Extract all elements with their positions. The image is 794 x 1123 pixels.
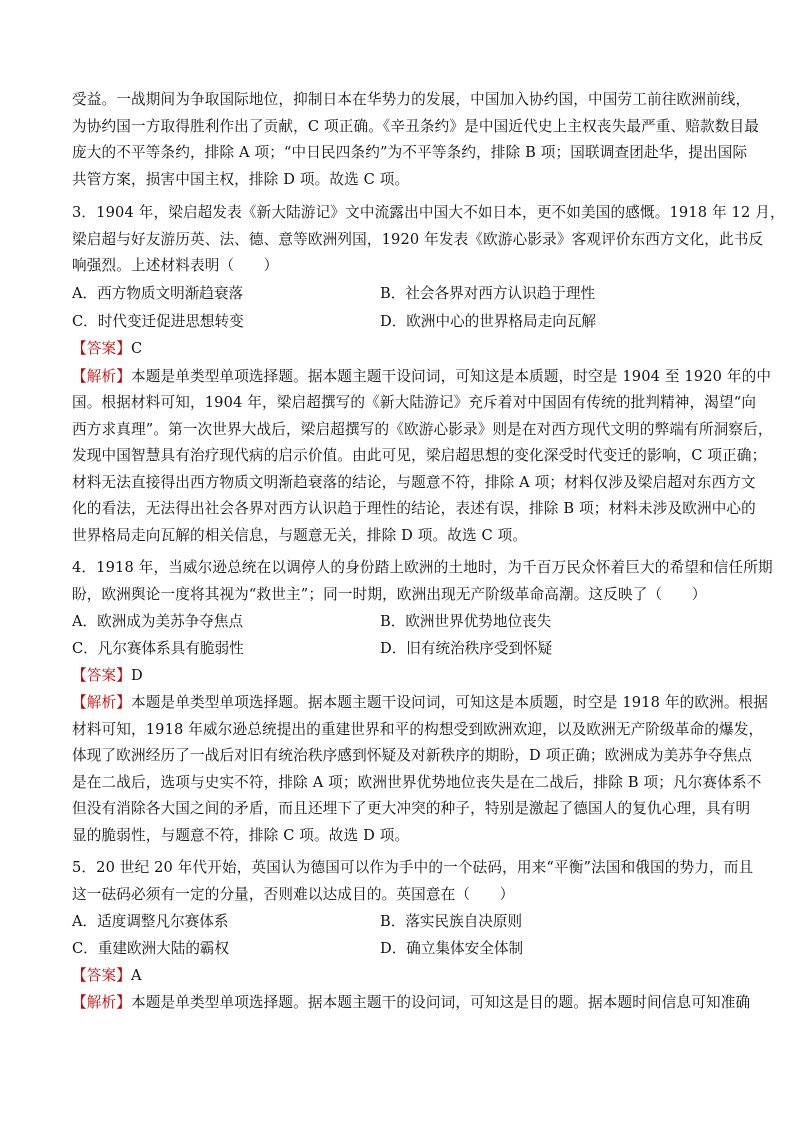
question-5-option-d: D．确立集体安全体制 bbox=[380, 940, 524, 957]
answer-value: D bbox=[130, 667, 143, 684]
question-3-option-b: B．社会各界对西方认识趋于理性 bbox=[380, 285, 596, 302]
question-3-option-d: D．欧洲中心的世界格局走向瓦解 bbox=[380, 313, 597, 330]
analysis-text: 本题是单类型单项选择题。据本题主题干设问词，可知这是本质题，时空是 1904 至 1920 年的中 bbox=[130, 367, 772, 385]
continuation-line: 受益。一战期间为争取国际地位，抑制日本在华势力的发展，中国加入协约国，中国劳工前往欧洲前线， bbox=[72, 91, 751, 108]
analysis-tag: 【解析】 bbox=[72, 694, 131, 711]
question-3-option-a: A．西方物质文明渐趋衰落 bbox=[72, 285, 244, 302]
continuation-line: 为协约国一方取得胜利作出了贡献，C 项正确。《辛丑条约》是中国近代史上主权丧失最严重、赔款数目最 bbox=[72, 117, 760, 135]
answer-value: C bbox=[130, 340, 143, 357]
question-4-stem: 盼，欧洲舆论一度将其视为“救世主”；同一时期，欧洲出现无产阶级革命高潮。这反映了（ ） bbox=[72, 585, 707, 603]
analysis-tag: 【解析】 bbox=[72, 367, 131, 385]
question-4-analysis: 材料可知，1918 年威尔逊总统提出的重建世界和平的构想受到欧洲欢迎，以及欧洲无产阶级革命的爆发， bbox=[72, 720, 764, 738]
question-4-option-b: B．欧洲世界优势地位丧失 bbox=[380, 613, 552, 630]
question-4-analysis: 体现了欧洲经历了一战后对旧有统治秩序感到怀疑及对新秩序的期盼，D 项正确；欧洲成为美苏争夺焦点 bbox=[72, 747, 753, 764]
question-3-analysis bbox=[72, 365, 772, 389]
analysis-text: 本题是单类型单项选择题。据本题主题干的设问词，可知这是目的题。据本题时间信息可知准确 bbox=[130, 994, 751, 1011]
analysis-text: 本题是单类型单项选择题。据本题主题干设问词，可知这是本质题，时空是 1918 年的欧洲。根据 bbox=[130, 694, 769, 711]
question-4-analysis: 是在二战后，选项与史实不符，排除 A 项；欧洲世界优势地位丧失是在二战后，排除 B 项；凡尔赛体系不 bbox=[72, 773, 762, 791]
question-4-analysis: 显的脆弱性，与题意不符，排除 C 项。故选 D 项。 bbox=[72, 826, 410, 844]
question-4-analysis bbox=[72, 691, 769, 715]
question-3-option-c: C．时代变迁促进思想转变 bbox=[72, 313, 244, 330]
answer-tag: 【答案】 bbox=[72, 967, 131, 984]
question-5-stem: 5．20 世纪 20 年代开始，英国认为德国可以作为手中的一个砝码，用来“平衡”法国和俄国的势力，而且 bbox=[72, 859, 754, 876]
answer-value: A bbox=[130, 967, 142, 984]
question-4-analysis: 但没有消除各大国之间的矛盾，而且还埋下了更大冲突的种子，特别是激起了德国人的复仇心理，具有明 bbox=[72, 800, 751, 817]
question-5-option-b: B．落实民族自决原则 bbox=[380, 913, 523, 930]
question-3-stem: 3．1904 年，梁启超发表《新大陆游记》文中流露出中国大不如日本，更不如美国的感慨。1918 年 12 月， bbox=[72, 204, 785, 221]
question-5-analysis bbox=[72, 991, 751, 1015]
question-4-option-a: A．欧洲成为美苏争夺焦点 bbox=[72, 613, 244, 630]
question-3-analysis: 西方求真理”。第一次世界大战后，梁启超撰写的《欧游心影录》则是在对西方现代文明的弊端有所洞察后， bbox=[72, 420, 773, 438]
question-3-analysis: 发现中国智慧具有治疗现代病的启示价值。由此可见，梁启超思想的变化深受时代变迁的影响，C 项正确； bbox=[72, 447, 767, 464]
question-3-answer bbox=[72, 337, 142, 361]
question-3-analysis: 世界格局走向瓦解的相关信息，与题意无关，排除 D 项。故选 C 项。 bbox=[72, 526, 528, 544]
question-4-option-c: C．凡尔赛体系具有脆弱性 bbox=[72, 640, 244, 657]
continuation-line: 共管方案，损害中国主权，排除 D 项。故选 C 项。 bbox=[72, 170, 410, 188]
continuation-line: 庞大的不平等条约，排除 A 项；“中日民四条约”为不平等条约，排除 B 项；国联调查团赴华，提出国际 bbox=[72, 144, 748, 161]
answer-tag: 【答案】 bbox=[72, 667, 131, 684]
question-5-answer bbox=[72, 964, 142, 988]
question-3-stem: 梁启超与好友游历英、法、德、意等欧洲列国，1920 年发表《欧游心影录》客观评价东西方文化，此书反 bbox=[72, 230, 764, 248]
question-3-analysis: 化的看法，无法得出社会各界对西方认识趋于理性的结论，表述有误，排除 B 项；材料未涉及欧洲中心的 bbox=[72, 500, 756, 517]
question-5-option-c: C．重建欧洲大陆的霸权 bbox=[72, 940, 230, 957]
question-5-option-a: A．适度调整凡尔赛体系 bbox=[72, 913, 229, 930]
analysis-tag: 【解析】 bbox=[72, 994, 131, 1011]
question-3-analysis: 国。根据材料可知，1904 年，梁启超撰写的《新大陆游记》充斥着对中国固有传统的批判精神，渴望“向 bbox=[72, 394, 757, 411]
question-4-option-d: D．旧有统治秩序受到怀疑 bbox=[380, 640, 553, 657]
answer-tag: 【答案】 bbox=[72, 340, 131, 357]
question-4-answer bbox=[72, 664, 143, 688]
question-3-stem: 响强烈。上述材料表明（ ） bbox=[72, 257, 279, 274]
question-5-stem: 这一砝码必须有一定的分量，否则难以达成目的。英国意在（ ） bbox=[72, 885, 515, 903]
question-3-analysis: 材料无法直接得出西方物质文明渐趋衰落的结论，与题意不符，排除 A 项；材料仅涉及梁启超对东西方文 bbox=[72, 473, 756, 491]
question-4-stem: 4．1918 年，当威尔逊总统在以调停人的身份踏上欧洲的土地时，为千百万民众怀着巨大的希望和信任所期 bbox=[72, 559, 773, 576]
